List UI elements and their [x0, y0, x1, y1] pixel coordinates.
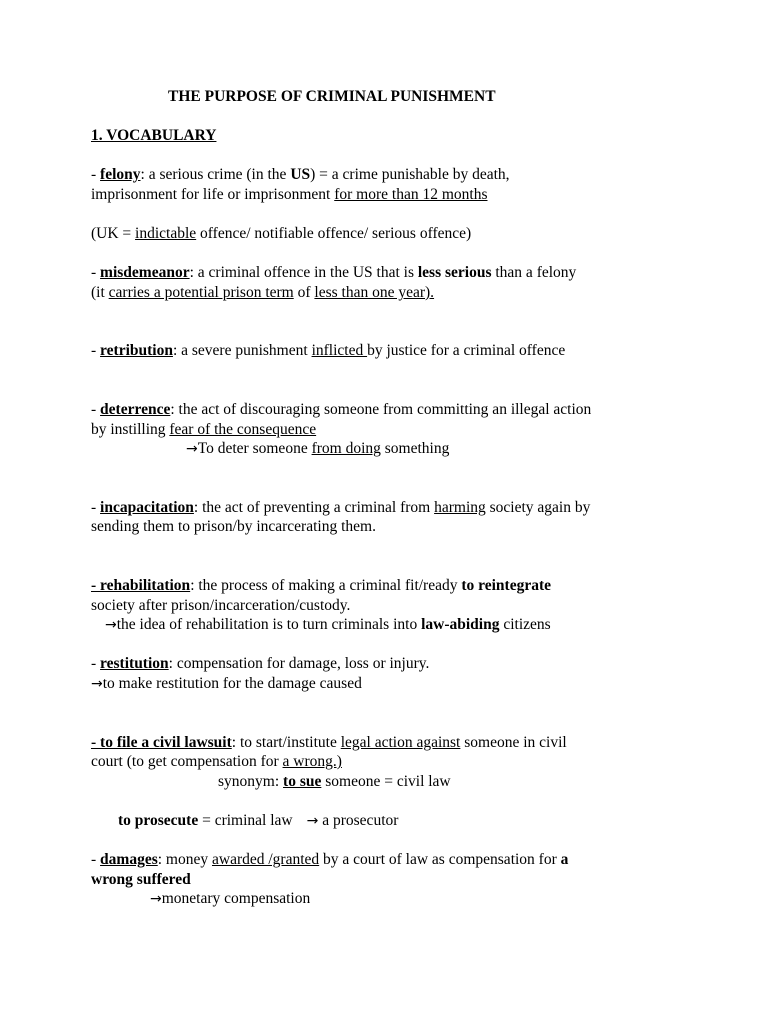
emphasis-text: less serious [417, 264, 492, 281]
definition-text: (it [91, 284, 109, 301]
entry-felony-line-2 [91, 185, 488, 205]
arrow-icon: → [105, 617, 117, 633]
definition-text: society again by [485, 499, 591, 516]
entry-misdemeanor-line-2 [91, 283, 434, 303]
note-text: offence/ notifiable offence/ serious offence) [196, 225, 472, 242]
entry-lawsuit-line-2 [91, 752, 342, 772]
entry-rehabilitation-line-2: society after prison/incarceration/custody. [91, 597, 351, 614]
entry-deterrence-line-2 [91, 420, 316, 440]
entry-damages-example [150, 889, 310, 909]
definition-text: than a felony [491, 264, 577, 281]
entry-restitution-example [91, 674, 362, 694]
synonym-text: someone = civil law [321, 773, 451, 790]
page-title: THE PURPOSE OF CRIMINAL PUNISHMENT [168, 88, 496, 105]
definition-text: : compensation for damage, loss or injury. [168, 655, 430, 672]
entry-misdemeanor-line-1 [91, 263, 576, 283]
entry-retribution [91, 341, 565, 361]
entry-damages-line-2: wrong suffered [91, 871, 191, 888]
definition-text: imprisonment for life or imprisonment [91, 186, 335, 203]
definition-text: by a court of law as compensation for [319, 851, 561, 868]
dash: - [91, 166, 101, 183]
example-text: To deter someone [197, 440, 312, 457]
definition-text: of [293, 284, 315, 301]
entry-deterrence-line-1 [91, 400, 591, 420]
term-restitution: restitution [100, 655, 169, 672]
underlined-phrase: inflicted [311, 342, 368, 359]
term-felony: felony [100, 166, 141, 183]
definition-text: : a serious crime (in the [140, 166, 291, 183]
example-text: to make restitution for the damage caused [102, 675, 362, 692]
underlined-phrase: for more than 12 months [334, 186, 488, 203]
underlined-phrase: carries a potential prison term [108, 284, 294, 301]
definition-text: : the act of preventing a criminal from [193, 499, 435, 516]
entry-deterrence-example [186, 439, 449, 459]
entry-incapacitation-line-2: sending them to prison/by incarcerating them. [91, 518, 376, 535]
entry-lawsuit-synonym [218, 772, 451, 792]
arrow-icon: → [306, 813, 319, 829]
underlined-phrase: a wrong.) [282, 753, 342, 770]
entry-restitution-line-1 [91, 654, 429, 674]
uk-note [91, 224, 471, 244]
underlined-phrase: less than one year). [314, 284, 435, 301]
entry-rehabilitation-example [105, 615, 551, 635]
emphasis-us: US [290, 166, 311, 183]
entry-felony-line-1 [91, 165, 510, 185]
example-text: something [380, 440, 450, 457]
definition-text: someone in civil [460, 734, 567, 751]
synonym-label: synonym: [218, 773, 284, 790]
definition-text: court (to get compensation for [91, 753, 283, 770]
underlined-phrase: from doing [311, 440, 381, 457]
entry-prosecute [118, 811, 398, 831]
definition-text: : a criminal offence in the US that is [189, 264, 418, 281]
arrow-icon: → [91, 676, 103, 692]
term-incapacitation: incapacitation [100, 499, 194, 516]
term-civil-lawsuit: - to file a civil lawsuit [91, 734, 232, 751]
term-misdemeanor: misdemeanor [100, 264, 190, 281]
underlined-phrase: legal action against [340, 734, 461, 751]
section-heading: 1. VOCABULARY [91, 127, 217, 144]
underlined-phrase: fear of the consequence [169, 421, 317, 438]
definition-text: : the process of making a criminal fit/ready [190, 577, 462, 594]
dash: - [91, 851, 101, 868]
example-text: the idea of rehabilitation is to turn criminals into [116, 616, 422, 633]
emphasis-text: to reintegrate [461, 577, 552, 594]
arrow-icon: → [186, 441, 198, 457]
dash: - [91, 655, 101, 672]
underlined-phrase: awarded /granted [212, 851, 320, 868]
emphasis-text: a [560, 851, 569, 868]
entry-incapacitation-line-1 [91, 498, 590, 518]
definition-text: by instilling [91, 421, 170, 438]
underlined-phrase: indictable [135, 225, 197, 242]
dash: - [91, 401, 101, 418]
term-rehabilitation: - rehabilitation [91, 577, 191, 594]
term-prosecute: to prosecute [118, 812, 199, 829]
definition-text: a prosecutor [318, 812, 399, 829]
definition-text: : the act of discouraging someone from committing an illegal action [170, 401, 592, 418]
example-text: monetary compensation [161, 890, 311, 907]
arrow-icon: → [150, 891, 162, 907]
example-text: citizens [499, 616, 551, 633]
synonym-term: to sue [283, 773, 322, 790]
note-text: (UK = [91, 225, 136, 242]
definition-text: : to start/institute [231, 734, 341, 751]
definition-text: = criminal law [198, 812, 293, 829]
dash: - [91, 264, 101, 281]
definition-text: by justice for a criminal offence [367, 342, 566, 359]
entry-lawsuit-line-1 [91, 733, 567, 753]
dash: - [91, 499, 101, 516]
definition-text: : money [157, 851, 212, 868]
term-deterrence: deterrence [100, 401, 171, 418]
term-damages: damages [100, 851, 158, 868]
emphasis-text: law-abiding [421, 616, 500, 633]
definition-text: : a severe punishment [172, 342, 312, 359]
entry-damages-line-1 [91, 850, 568, 870]
definition-text: ) = a crime punishable by death, [310, 166, 510, 183]
term-retribution: retribution [100, 342, 173, 359]
underlined-phrase: harming [434, 499, 486, 516]
dash: - [91, 342, 101, 359]
entry-rehabilitation-line-1 [91, 576, 551, 596]
